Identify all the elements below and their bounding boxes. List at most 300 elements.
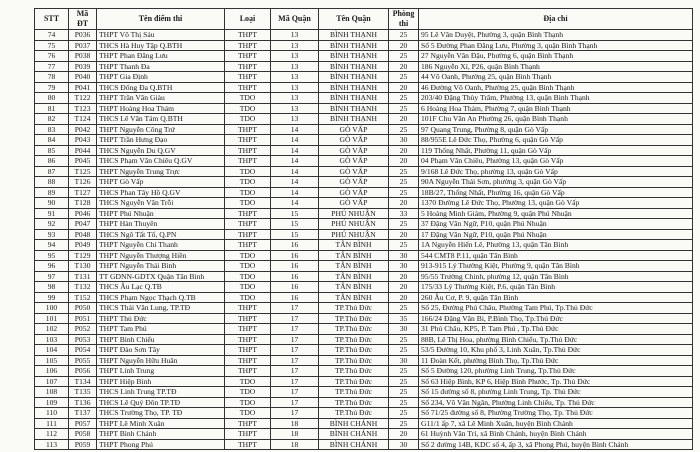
cell-ten-quan: TP.Thủ Đức <box>319 366 389 377</box>
cell-phong-thi: 30 <box>389 261 419 272</box>
cell-ten-diem-thi: THCS Nguyễn Du Q.GV <box>97 145 225 156</box>
cell-phong-thi: 25 <box>389 93 419 104</box>
cell-phong-thi: 30 <box>389 324 419 335</box>
cell-ma-quan: 17 <box>271 324 319 335</box>
cell-ten-quan: BÌNH THẠNH <box>319 51 389 62</box>
cell-stt: 79 <box>35 82 69 93</box>
cell-ma-dt: P055 <box>69 355 97 366</box>
cell-loai: THPT <box>225 145 271 156</box>
cell-ten-diem-thi: THCS Đống Đa Q.BTH <box>97 82 225 93</box>
cell-ten-quan: GÒ VẤP <box>319 177 389 188</box>
cell-phong-thi: 20 <box>389 229 419 240</box>
cell-phong-thi: 25 <box>389 366 419 377</box>
table-row <box>35 124 693 135</box>
cell-ten-diem-thi: THPT Võ Thị Sáu <box>97 30 225 41</box>
cell-stt: 98 <box>35 282 69 293</box>
cell-ten-diem-thi: THPT Đào Sơn Tây <box>97 345 225 356</box>
cell-dia-chi: Số 5 Đường Phan Đăng Lưu, Phường 3, quận Bình Thạnh <box>419 40 693 51</box>
column-header-loai: Loại <box>225 9 271 30</box>
cell-ma-dt: P059 <box>69 439 97 450</box>
cell-loai: TDO <box>225 166 271 177</box>
cell-ma-dt: T131 <box>69 271 97 282</box>
cell-stt: 74 <box>35 30 69 41</box>
cell-ten-quan: TP.Thủ Đức <box>319 345 389 356</box>
cell-ten-diem-thi: THPT Bình Chiểu <box>97 334 225 345</box>
cell-loai: THPT <box>225 429 271 440</box>
table-row <box>35 387 693 398</box>
cell-loai: THPT <box>225 345 271 356</box>
cell-stt: 87 <box>35 166 69 177</box>
cell-ma-dt: P043 <box>69 135 97 146</box>
cell-loai: THPT <box>225 61 271 72</box>
table-row <box>35 334 693 345</box>
cell-ma-dt: P040 <box>69 72 97 83</box>
cell-ten-diem-thi: THPT Tam Phú <box>97 324 225 335</box>
cell-ma-dt: T134 <box>69 376 97 387</box>
cell-ten-quan: TP.Thủ Đức <box>319 387 389 398</box>
cell-ten-quan: GÒ VẤP <box>319 135 389 146</box>
cell-ten-diem-thi: THPT Phan Đăng Lưu <box>97 51 225 62</box>
cell-phong-thi: 20 <box>389 61 419 72</box>
cell-loai: THPT <box>225 366 271 377</box>
cell-stt: 83 <box>35 124 69 135</box>
table-row <box>35 198 693 209</box>
cell-phong-thi: 25 <box>389 219 419 230</box>
cell-phong-thi: 20 <box>389 156 419 167</box>
cell-dia-chi: 18B/27, Thống Nhất, Phường 16, quận Gò Vấp <box>419 187 693 198</box>
table-row <box>35 282 693 293</box>
cell-stt: 107 <box>35 376 69 387</box>
cell-ten-diem-thi: THCS Linh Trung TP.TĐ <box>97 387 225 398</box>
cell-ma-quan: 14 <box>271 156 319 167</box>
cell-ten-quan: GÒ VẤP <box>319 124 389 135</box>
cell-ten-diem-thi: THPT Linh Trung <box>97 366 225 377</box>
cell-ma-quan: 15 <box>271 219 319 230</box>
cell-stt: 94 <box>35 240 69 251</box>
cell-dia-chi: Số 234, Võ Văn Ngân, Phường Linh Chiểu, Tp. Thủ Đức <box>419 397 693 408</box>
cell-ma-dt: T129 <box>69 250 97 261</box>
cell-dia-chi: 913-915 Lý Thường Kiệt, Phường 9, quận Tân Bình <box>419 261 693 272</box>
cell-ten-quan: BÌNH THẠNH <box>319 114 389 125</box>
cell-ten-quan: GÒ VẤP <box>319 198 389 209</box>
cell-loai: THPT <box>225 439 271 450</box>
cell-stt: 77 <box>35 61 69 72</box>
column-header-ma-quan: Mã Quận <box>271 9 319 30</box>
cell-ten-diem-thi: THPT Phong Phú <box>97 439 225 450</box>
cell-phong-thi: 33 <box>389 208 419 219</box>
cell-loai: TDO <box>225 397 271 408</box>
cell-ma-quan: 14 <box>271 145 319 156</box>
cell-phong-thi: 25 <box>389 72 419 83</box>
table-row <box>35 114 693 125</box>
cell-ma-dt: P047 <box>69 219 97 230</box>
cell-ten-quan: GÒ VẤP <box>319 145 389 156</box>
cell-stt: 101 <box>35 313 69 324</box>
table-row <box>35 229 693 240</box>
cell-ten-diem-thi: THCS Nguyễn Văn Trỗi <box>97 198 225 209</box>
cell-dia-chi: 88/955E Lê Đức Thọ, Phường 6, quận Gò Vấp <box>419 135 693 146</box>
cell-stt: 111 <box>35 418 69 429</box>
cell-ten-quan: TP.Thủ Đức <box>319 313 389 324</box>
cell-ma-dt: P053 <box>69 334 97 345</box>
cell-ma-dt: T126 <box>69 177 97 188</box>
cell-phong-thi: 25 <box>389 334 419 345</box>
table-row <box>35 261 693 272</box>
table-row <box>35 103 693 114</box>
cell-ma-quan: 16 <box>271 292 319 303</box>
cell-ma-quan: 16 <box>271 271 319 282</box>
cell-ma-dt: T122 <box>69 93 97 104</box>
cell-phong-thi: 25 <box>389 408 419 419</box>
cell-ma-dt: P051 <box>69 313 97 324</box>
cell-ma-dt: P045 <box>69 156 97 167</box>
table-row <box>35 208 693 219</box>
cell-dia-chi: 46 Đường Võ Oanh, Phường 25, quận Bình Thạnh <box>419 82 693 93</box>
cell-ten-diem-thi: THPT Nguyễn Trung Trực <box>97 166 225 177</box>
cell-ten-quan: TÂN BÌNH <box>319 292 389 303</box>
cell-ma-dt: P058 <box>69 429 97 440</box>
cell-phong-thi: 25 <box>389 397 419 408</box>
cell-ma-dt: P056 <box>69 366 97 377</box>
cell-stt: 90 <box>35 198 69 209</box>
cell-loai: THPT <box>225 313 271 324</box>
cell-ma-dt: P036 <box>69 30 97 41</box>
cell-ma-dt: T152 <box>69 292 97 303</box>
cell-ten-quan: TP.Thủ Đức <box>319 408 389 419</box>
cell-ten-diem-thi: THPT Thanh Đa <box>97 61 225 72</box>
cell-dia-chi: 6 Hoàng Hoa Thám, Phường 7, quận Bình Thạnh <box>419 103 693 114</box>
cell-dia-chi: 04 Phạm Văn Chiêu, Phường 13, quận Gò Vấp <box>419 156 693 167</box>
cell-ma-quan: 16 <box>271 250 319 261</box>
cell-dia-chi: 53/5 Đường 10, Khu phố 3, Linh Xuân, Tp.Thủ Đức <box>419 345 693 356</box>
cell-stt: 75 <box>35 40 69 51</box>
cell-ma-quan: 14 <box>271 177 319 188</box>
cell-stt: 89 <box>35 187 69 198</box>
table-row <box>35 135 693 146</box>
cell-ma-dt: P039 <box>69 61 97 72</box>
cell-ma-dt: P052 <box>69 324 97 335</box>
cell-dia-chi: 9/168 Lê Đức Thọ, phường 13, quận Gò Vấp <box>419 166 693 177</box>
cell-ten-diem-thi: THPT Hiệp Bình <box>97 376 225 387</box>
cell-ten-diem-thi: THPT Nguyễn Công Trứ <box>97 124 225 135</box>
cell-ten-diem-thi: THCS Thái Văn Lung, TP.TĐ <box>97 303 225 314</box>
cell-ma-quan: 14 <box>271 198 319 209</box>
cell-loai: THPT <box>225 229 271 240</box>
cell-ma-quan: 16 <box>271 282 319 293</box>
cell-stt: 93 <box>35 229 69 240</box>
cell-ma-dt: T135 <box>69 387 97 398</box>
exam-location-table <box>34 8 693 450</box>
cell-ma-dt: P057 <box>69 418 97 429</box>
table-row <box>35 177 693 188</box>
cell-phong-thi: 20 <box>389 198 419 209</box>
cell-ten-diem-thi: THPT Hoàng Hoa Thám <box>97 103 225 114</box>
cell-ma-dt: T132 <box>69 282 97 293</box>
cell-stt: 80 <box>35 93 69 104</box>
cell-ten-diem-thi: THPT Nguyễn Hữu Huân <box>97 355 225 366</box>
table-row <box>35 61 693 72</box>
cell-loai: THPT <box>225 219 271 230</box>
cell-dia-chi: Số 71/25 đường số 8, Phường Trường Thọ, Tp. Thủ Đức <box>419 408 693 419</box>
table-row <box>35 345 693 356</box>
cell-loai: TDO <box>225 376 271 387</box>
cell-dia-chi: 119 Thống Nhất, Phường 11, quận Gò Vấp <box>419 145 693 156</box>
cell-ma-dt: T123 <box>69 103 97 114</box>
cell-ten-diem-thi: THPT Trần Hưng Đạo <box>97 135 225 146</box>
cell-ma-quan: 16 <box>271 240 319 251</box>
cell-ma-quan: 18 <box>271 418 319 429</box>
cell-ten-quan: TÂN BÌNH <box>319 261 389 272</box>
cell-phong-thi: 25 <box>389 177 419 188</box>
cell-phong-thi: 30 <box>389 439 419 450</box>
cell-ten-quan: BÌNH THẠNH <box>319 82 389 93</box>
cell-ten-quan: TP.Thủ Đức <box>319 324 389 335</box>
cell-ten-quan: BÌNH CHÁNH <box>319 429 389 440</box>
table-row <box>35 219 693 230</box>
cell-ten-diem-thi: THCS Âu Lạc Q.TB <box>97 282 225 293</box>
cell-ten-quan: BÌNH CHÁNH <box>319 418 389 429</box>
cell-ten-quan: BÌNH THẠNH <box>319 61 389 72</box>
cell-ma-quan: 17 <box>271 345 319 356</box>
cell-stt: 84 <box>35 135 69 146</box>
cell-ma-dt: T130 <box>69 261 97 272</box>
table-row <box>35 82 693 93</box>
cell-dia-chi: 37 Đặng Văn Ngữ, P10, quận Phú Nhuận <box>419 219 693 230</box>
cell-ma-dt: T125 <box>69 166 97 177</box>
cell-ma-quan: 17 <box>271 408 319 419</box>
table-row <box>35 408 693 419</box>
cell-ten-diem-thi: THPT Gò Vấp <box>97 177 225 188</box>
cell-loai: THPT <box>225 156 271 167</box>
cell-dia-chi: 1A Nguyễn Hiến Lê, Phường 13, quận Tân Bình <box>419 240 693 251</box>
cell-ma-quan: 17 <box>271 376 319 387</box>
cell-dia-chi: 95/55 Trường Chinh, phường 12, quận Tân Bình <box>419 271 693 282</box>
cell-ten-diem-thi: THPT Thủ Đức <box>97 313 225 324</box>
cell-ma-dt: T124 <box>69 114 97 125</box>
cell-dia-chi: 61 Huỳnh Văn Trí, xã Bình Chánh, huyện Bình Chánh <box>419 429 693 440</box>
cell-ten-quan: TP.Thủ Đức <box>319 397 389 408</box>
cell-loai: TDO <box>225 387 271 398</box>
cell-ma-quan: 14 <box>271 187 319 198</box>
cell-dia-chi: Số 25, Đường Phú Châu, Phường Tam Phú, Tp.Thủ Đức <box>419 303 693 314</box>
cell-phong-thi: 25 <box>389 345 419 356</box>
cell-ten-quan: PHÚ NHUẬN <box>319 208 389 219</box>
table-row <box>35 355 693 366</box>
column-header-stt: STT <box>35 9 69 30</box>
cell-loai: THPT <box>225 303 271 314</box>
cell-phong-thi: 35 <box>389 313 419 324</box>
cell-ma-quan: 13 <box>271 103 319 114</box>
exam-location-table-page <box>34 8 692 450</box>
cell-dia-chi: 44 Võ Oanh, Phường 25, quận Bình Thạnh <box>419 72 693 83</box>
cell-stt: 103 <box>35 334 69 345</box>
cell-stt: 82 <box>35 114 69 125</box>
cell-dia-chi: 5 Hoàng Minh Giám, Phường 9, quận Phú Nhuận <box>419 208 693 219</box>
cell-loai: THPT <box>225 72 271 83</box>
table-row <box>35 30 693 41</box>
cell-ten-quan: BÌNH THẠNH <box>319 93 389 104</box>
cell-phong-thi: 25 <box>389 124 419 135</box>
cell-stt: 97 <box>35 271 69 282</box>
cell-ten-quan: TP.Thủ Đức <box>319 376 389 387</box>
cell-ten-quan: TÂN BÌNH <box>319 240 389 251</box>
cell-phong-thi: 25 <box>389 30 419 41</box>
cell-dia-chi: 175/33 Lý Thường Kiệt, P.6, quận Tân Bình <box>419 282 693 293</box>
cell-ma-quan: 17 <box>271 387 319 398</box>
cell-ten-quan: BÌNH THẠNH <box>319 40 389 51</box>
cell-ma-quan: 18 <box>271 429 319 440</box>
cell-ma-quan: 13 <box>271 40 319 51</box>
cell-stt: 78 <box>35 72 69 83</box>
cell-loai: THPT <box>225 324 271 335</box>
cell-loai: TDO <box>225 114 271 125</box>
table-row <box>35 187 693 198</box>
cell-loai: TDO <box>225 103 271 114</box>
cell-dia-chi: 260 Âu Cơ, P. 9, quận Tân Bình <box>419 292 693 303</box>
cell-ma-quan: 17 <box>271 397 319 408</box>
table-row <box>35 303 693 314</box>
cell-phong-thi: 20 <box>389 292 419 303</box>
cell-ten-diem-thi: THPT Bình Chánh <box>97 429 225 440</box>
cell-ten-diem-thi: THCS Phan Tây Hồ Q.GV <box>97 187 225 198</box>
table-row <box>35 397 693 408</box>
cell-ten-quan: PHÚ NHUẬN <box>319 229 389 240</box>
cell-loai: THPT <box>225 334 271 345</box>
cell-ma-dt: P042 <box>69 124 97 135</box>
cell-phong-thi: 25 <box>389 376 419 387</box>
column-header-ma-dt: Mã ĐT <box>69 9 97 30</box>
cell-ten-quan: TP.Thủ Đức <box>319 355 389 366</box>
cell-loai: THPT <box>225 82 271 93</box>
cell-dia-chi: 17 Đặng Văn Ngữ, P10, quận Phú Nhuận <box>419 229 693 240</box>
cell-dia-chi: 90A Nguyễn Thái Sơn, phường 3, quận Gò Vấp <box>419 177 693 188</box>
cell-ma-quan: 14 <box>271 135 319 146</box>
cell-stt: 91 <box>35 208 69 219</box>
table-row <box>35 51 693 62</box>
table-row <box>35 366 693 377</box>
cell-dia-chi: 544 CMT8 P.11, quận Tân Bình <box>419 250 693 261</box>
cell-stt: 112 <box>35 429 69 440</box>
cell-loai: THPT <box>225 124 271 135</box>
cell-phong-thi: 25 <box>389 187 419 198</box>
cell-dia-chi: Số 15 đường số 8, phường Linh Trung, Tp. Thủ Đức <box>419 387 693 398</box>
cell-ma-quan: 15 <box>271 208 319 219</box>
cell-ma-dt: P046 <box>69 208 97 219</box>
cell-ma-quan: 15 <box>271 229 319 240</box>
cell-stt: 96 <box>35 261 69 272</box>
cell-ma-dt: P049 <box>69 240 97 251</box>
cell-stt: 95 <box>35 250 69 261</box>
cell-phong-thi: 20 <box>389 114 419 125</box>
cell-stt: 88 <box>35 177 69 188</box>
table-row <box>35 271 693 282</box>
cell-ten-diem-thi: THPT Gia Định <box>97 72 225 83</box>
cell-loai: TDO <box>225 261 271 272</box>
cell-loai: TDO <box>225 282 271 293</box>
table-row <box>35 240 693 251</box>
cell-stt: 92 <box>35 219 69 230</box>
cell-ma-quan: 13 <box>271 114 319 125</box>
cell-ma-quan: 13 <box>271 93 319 104</box>
cell-ten-quan: TP.Thủ Đức <box>319 303 389 314</box>
cell-stt: 106 <box>35 366 69 377</box>
table-row <box>35 40 693 51</box>
cell-phong-thi: 25 <box>389 387 419 398</box>
cell-loai: TDO <box>225 177 271 188</box>
cell-phong-thi: 20 <box>389 271 419 282</box>
table-row <box>35 429 693 440</box>
cell-stt: 110 <box>35 408 69 419</box>
cell-ma-quan: 13 <box>271 30 319 41</box>
cell-stt: 85 <box>35 145 69 156</box>
cell-loai: THPT <box>225 135 271 146</box>
cell-ma-dt: T127 <box>69 187 97 198</box>
cell-phong-thi: 30 <box>389 250 419 261</box>
cell-phong-thi: 20 <box>389 429 419 440</box>
column-header-ten-diem-thi: Tên điểm thi <box>97 9 225 30</box>
table-row <box>35 439 693 450</box>
cell-dia-chi: 11 Đoàn Kết, phường Bình Thọ, Tp.Thủ Đức <box>419 355 693 366</box>
cell-dia-chi: Số 2 đường 14B, KDC số 4, ấp 3, xã Phong Phú, huyện Bình Chánh <box>419 439 693 450</box>
cell-loai: TDO <box>225 408 271 419</box>
cell-ma-dt: T137 <box>69 408 97 419</box>
cell-stt: 105 <box>35 355 69 366</box>
cell-ten-diem-thi: THCS Trường Thọ, TP. TĐ <box>97 408 225 419</box>
cell-loai: THPT <box>225 40 271 51</box>
cell-loai: THPT <box>225 355 271 366</box>
cell-stt: 81 <box>35 103 69 114</box>
cell-stt: 99 <box>35 292 69 303</box>
cell-phong-thi: 20 <box>389 40 419 51</box>
cell-ten-diem-thi: THCS Ngô Tất Tố, Q.PN <box>97 229 225 240</box>
cell-stt: 108 <box>35 387 69 398</box>
cell-ten-quan: PHÚ NHUẬN <box>319 219 389 230</box>
cell-loai: TDO <box>225 250 271 261</box>
cell-ten-quan: GÒ VẤP <box>319 187 389 198</box>
cell-loai: THPT <box>225 30 271 41</box>
cell-phong-thi: 25 <box>389 418 419 429</box>
cell-stt: 86 <box>35 156 69 167</box>
table-row <box>35 418 693 429</box>
cell-ma-dt: P048 <box>69 229 97 240</box>
cell-ten-quan: TÂN BÌNH <box>319 250 389 261</box>
cell-ten-diem-thi: THCS Lê Quý Đôn TP.TĐ <box>97 397 225 408</box>
cell-ten-diem-thi: THCS Phạm Văn Chiêu Q.GV <box>97 156 225 167</box>
cell-ma-quan: 17 <box>271 355 319 366</box>
cell-ma-quan: 18 <box>271 439 319 450</box>
table-row <box>35 156 693 167</box>
cell-stt: 104 <box>35 345 69 356</box>
cell-ten-diem-thi: THPT Phú Nhuận <box>97 208 225 219</box>
cell-ten-quan: TÂN BÌNH <box>319 271 389 282</box>
cell-dia-chi: 203/40 Đặng Thùy Trâm, Phường 13, quận Bình Thạnh <box>419 93 693 104</box>
cell-ten-quan: BÌNH THẠNH <box>319 72 389 83</box>
cell-ma-dt: P054 <box>69 345 97 356</box>
cell-phong-thi: 25 <box>389 240 419 251</box>
cell-dia-chi: 101F Chu Văn An Phường 26, quận Bình Thạnh <box>419 114 693 125</box>
cell-phong-thi: 25 <box>389 166 419 177</box>
cell-dia-chi: 88B, Lê Thị Hoa, phường Bình Chiểu, Tp.Thủ Đức <box>419 334 693 345</box>
cell-phong-thi: 30 <box>389 135 419 146</box>
cell-stt: 100 <box>35 303 69 314</box>
cell-dia-chi: 186 Nguyễn Xí, P26, quận Bình Thạnh <box>419 61 693 72</box>
cell-loai: TDO <box>225 187 271 198</box>
cell-ten-diem-thi: THPT Lê Minh Xuân <box>97 418 225 429</box>
table-row <box>35 292 693 303</box>
cell-ten-diem-thi: THPT Trần Văn Giàu <box>97 93 225 104</box>
cell-ten-diem-thi: THPT Nguyễn Chí Thanh <box>97 240 225 251</box>
cell-phong-thi: 20 <box>389 282 419 293</box>
